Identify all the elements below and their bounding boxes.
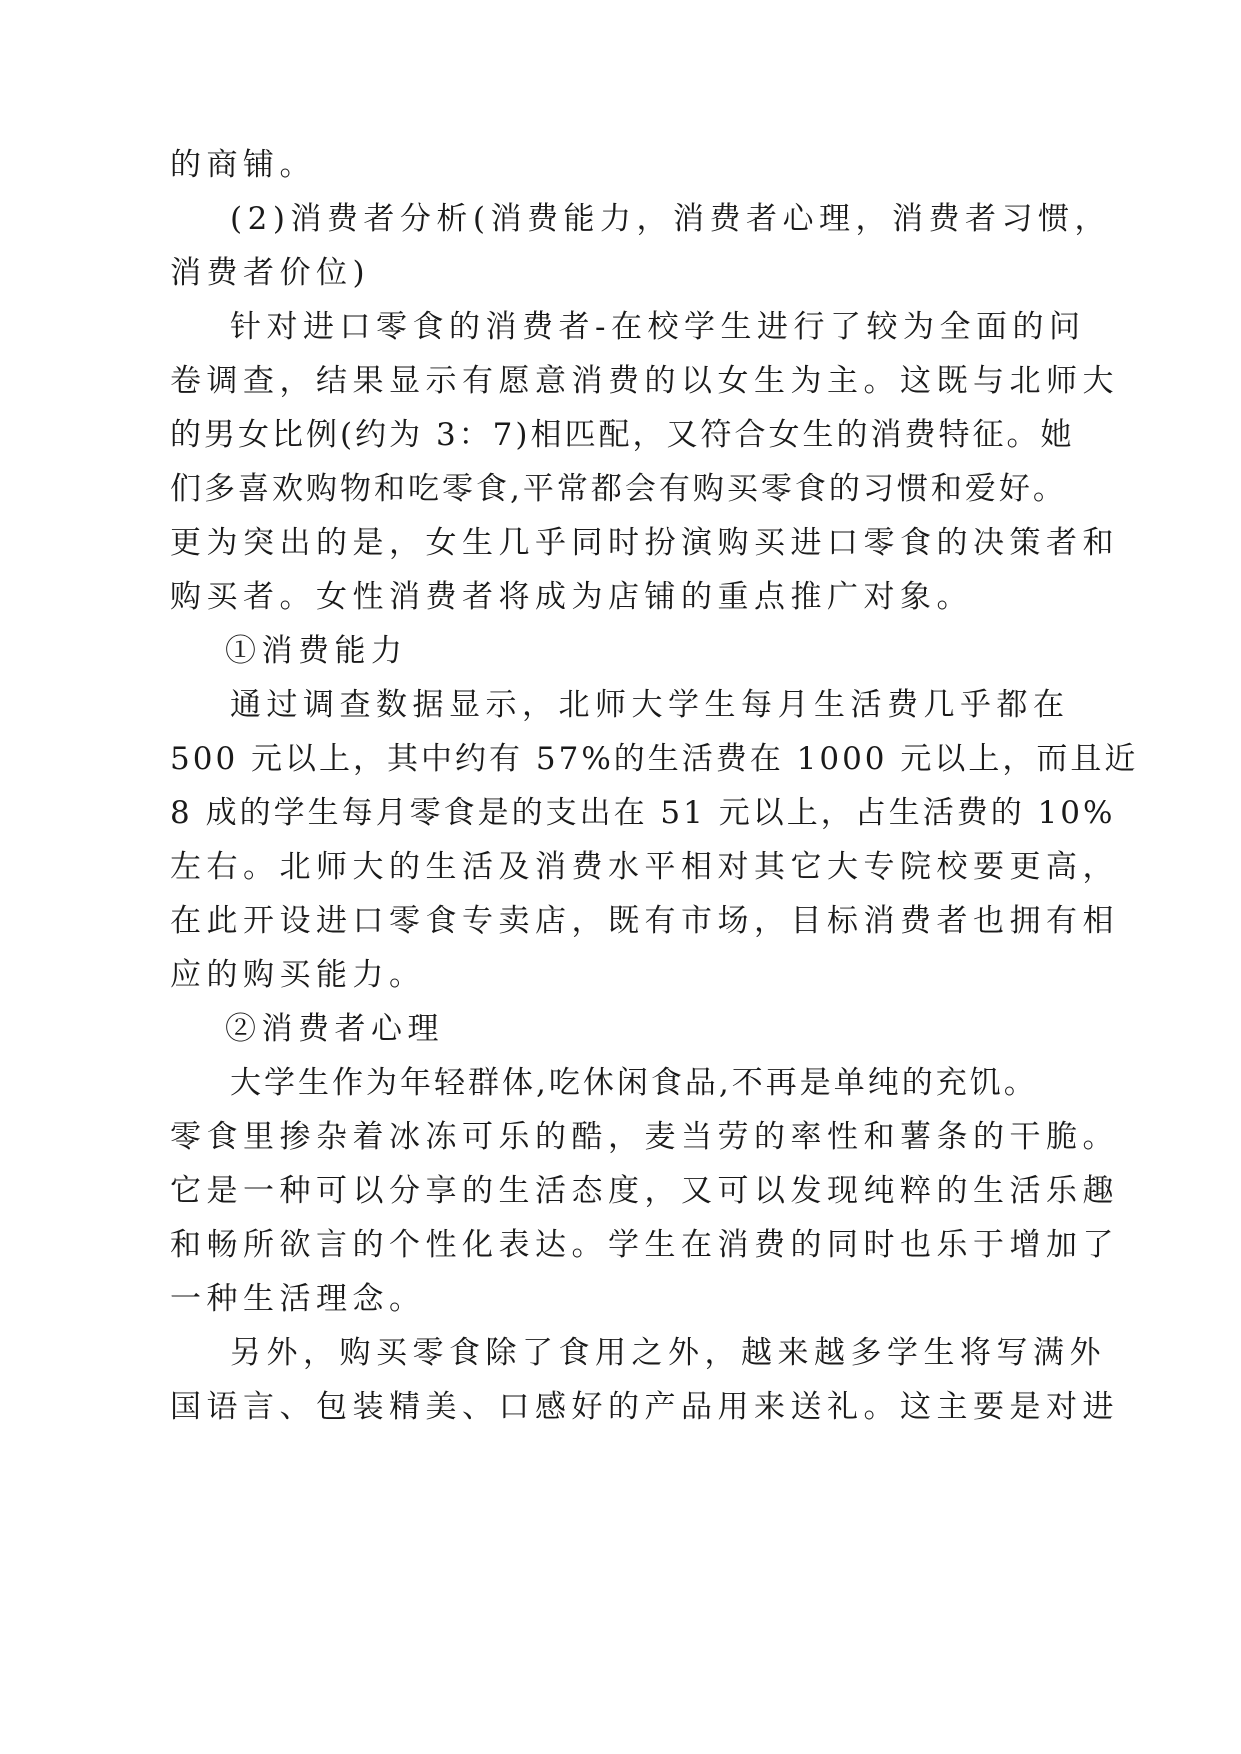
text-line: 大学生作为年轻群体,吃休闲食品,不再是单纯的充饥。 <box>230 1065 1038 1101</box>
text-line: ①消费能力 <box>225 633 408 669</box>
text-line: ②消费者心理 <box>225 1011 444 1047</box>
text-line: 消费者价位) <box>170 255 371 291</box>
text-line: 的商铺。 <box>170 147 316 183</box>
text-line: 在此开设进口零食专卖店，既有市场，目标消费者也拥有相 <box>170 903 1119 939</box>
text-line: 卷调查，结果显示有愿意消费的以女生为主。这既与北师大 <box>170 363 1119 399</box>
text-line: 更为突出的是，女生几乎同时扮演购买进口零食的决策者和 <box>170 525 1119 561</box>
text-line: 和畅所欲言的个性化表达。学生在消费的同时也乐于增加了 <box>170 1227 1119 1263</box>
text-line: 通过调查数据显示，北师大学生每月生活费几乎都在 <box>230 687 1070 723</box>
text-line: 500 元以上，其中约有 57%的生活费在 1000 元以上，而且近 <box>170 741 1139 777</box>
text-line: 们多喜欢购物和吃零食,平常都会有购买零食的习惯和爱好。 <box>170 471 1067 507</box>
text-line: 一种生活理念。 <box>170 1281 426 1317</box>
text-line: 国语言、包装精美、口感好的产品用来送礼。这主要是对进 <box>170 1389 1119 1425</box>
text-line: 针对进口零食的消费者-在校学生进行了较为全面的问 <box>230 309 1086 345</box>
text-line: 的男女比例(约为 3：7)相匹配，又符合女生的消费特征。她 <box>170 417 1075 453</box>
text-line: 应的购买能力。 <box>170 957 426 993</box>
text-line: 零食里掺杂着冰冻可乐的酷，麦当劳的率性和薯条的干脆。 <box>170 1119 1119 1155</box>
text-line: 它是一种可以分享的生活态度，又可以发现纯粹的生活乐趣 <box>170 1173 1119 1209</box>
text-line: 另外，购买零食除了食用之外，越来越多学生将写满外 <box>230 1335 1106 1371</box>
text-line: 购买者。女性消费者将成为店铺的重点推广对象。 <box>170 579 973 615</box>
text-line: (2)消费者分析(消费能力，消费者心理，消费者习惯， <box>230 201 1112 237</box>
text-line: 左右。北师大的生活及消费水平相对其它大专院校要更高， <box>170 849 1119 885</box>
text-line: 8 成的学生每月零食是的支出在 51 元以上，占生活费的 10% <box>170 795 1116 831</box>
